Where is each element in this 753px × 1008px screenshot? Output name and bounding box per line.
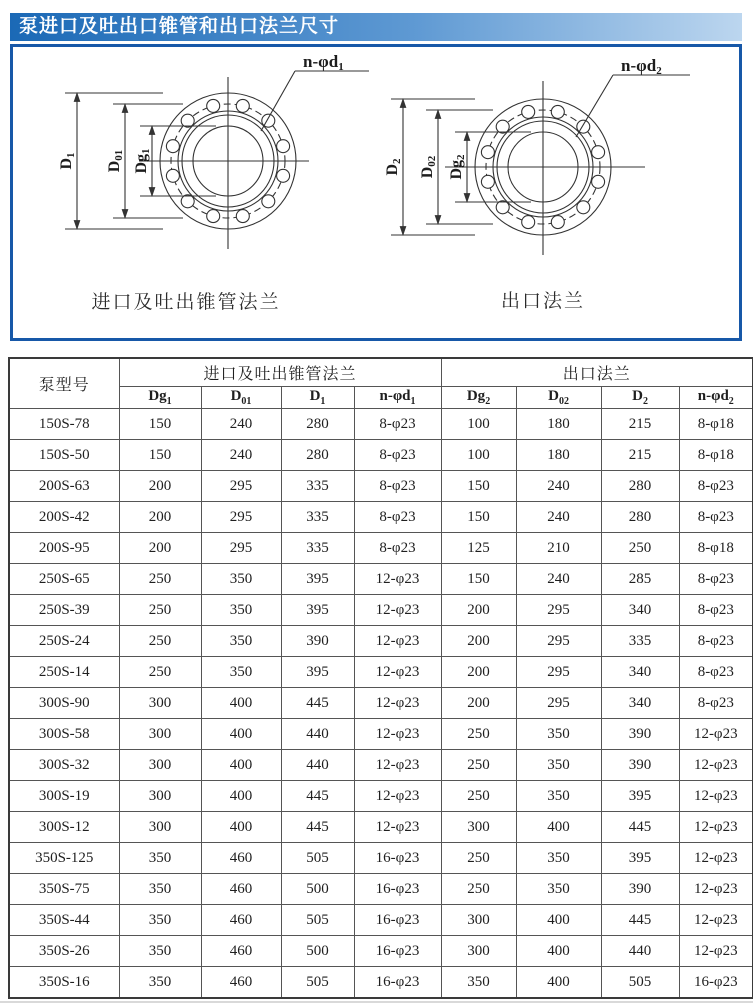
cell-dg1: 200 <box>119 502 201 533</box>
cell-pump-model: 300S-12 <box>9 812 119 843</box>
cell-nphid1: 12-φ23 <box>354 781 441 812</box>
cell-d01: 400 <box>201 812 281 843</box>
cell-d2: 390 <box>601 874 679 905</box>
bolt-hole <box>207 99 220 112</box>
cell-dg2: 100 <box>441 409 516 440</box>
cell-d2: 215 <box>601 409 679 440</box>
cell-dg2: 200 <box>441 626 516 657</box>
cell-dg2: 200 <box>441 657 516 688</box>
table-row <box>9 564 753 595</box>
cell-nphid1: 12-φ23 <box>354 812 441 843</box>
cell-d1: 280 <box>281 409 354 440</box>
cell-nphid2: 8-φ23 <box>679 564 753 595</box>
outlet-d02-label: D02 <box>419 155 438 179</box>
outlet-flange-caption: 出口法兰 <box>500 291 585 312</box>
cell-dg2: 150 <box>441 502 516 533</box>
cell-dg1: 200 <box>119 471 201 502</box>
cell-nphid1: 12-φ23 <box>354 688 441 719</box>
bolt-hole <box>551 216 564 229</box>
outlet-d2-label: D2 <box>384 158 403 176</box>
table-row <box>9 812 753 843</box>
cell-d2: 390 <box>601 719 679 750</box>
cell-nphid1: 12-φ23 <box>354 564 441 595</box>
cell-d01: 460 <box>201 905 281 936</box>
cell-d01: 350 <box>201 564 281 595</box>
cell-d1: 440 <box>281 719 354 750</box>
cell-nphid2: 12-φ23 <box>679 781 753 812</box>
cell-d1: 440 <box>281 750 354 781</box>
bolt-hole <box>496 201 509 214</box>
cell-nphid2: 12-φ23 <box>679 843 753 874</box>
cell-nphid2: 12-φ23 <box>679 936 753 967</box>
bolt-hole <box>522 105 535 118</box>
cell-d01: 400 <box>201 719 281 750</box>
table-row <box>9 626 753 657</box>
cell-d02: 400 <box>516 812 601 843</box>
cell-dg1: 200 <box>119 533 201 564</box>
cell-nphid2: 8-φ23 <box>679 626 753 657</box>
cell-d02: 210 <box>516 533 601 564</box>
cell-d2: 505 <box>601 967 679 999</box>
diagram-panel <box>10 44 742 341</box>
col-header-d2: $D_2$ <box>601 387 679 409</box>
group-header-inlet: 进口及吐出锥管法兰 <box>119 358 441 387</box>
cell-d2: 395 <box>601 843 679 874</box>
cell-d1: 445 <box>281 781 354 812</box>
cell-d01: 295 <box>201 502 281 533</box>
cell-d01: 350 <box>201 657 281 688</box>
cell-dg1: 250 <box>119 564 201 595</box>
cell-dg1: 350 <box>119 905 201 936</box>
cell-pump-model: 200S-42 <box>9 502 119 533</box>
cell-d02: 350 <box>516 874 601 905</box>
cell-pump-model: 350S-125 <box>9 843 119 874</box>
bolt-hole <box>262 195 275 208</box>
outlet-bolt-label: n-φd2 <box>621 56 662 77</box>
cell-d2: 445 <box>601 905 679 936</box>
table-row <box>9 657 753 688</box>
cell-nphid2: 8-φ18 <box>679 409 753 440</box>
inlet-d01-label: D01 <box>106 149 125 173</box>
cell-pump-model: 150S-78 <box>9 409 119 440</box>
cell-d2: 250 <box>601 533 679 564</box>
cell-nphid1: 12-φ23 <box>354 626 441 657</box>
bottom-divider <box>0 1001 753 1003</box>
cell-d02: 400 <box>516 936 601 967</box>
cell-dg1: 300 <box>119 719 201 750</box>
table-row <box>9 502 753 533</box>
cell-nphid1: 8-φ23 <box>354 471 441 502</box>
cell-nphid2: 12-φ23 <box>679 812 753 843</box>
cell-dg1: 150 <box>119 409 201 440</box>
cell-pump-model: 300S-19 <box>9 781 119 812</box>
cell-d2: 445 <box>601 812 679 843</box>
cell-d1: 505 <box>281 905 354 936</box>
bolt-hole <box>592 146 605 159</box>
bolt-hole <box>236 99 249 112</box>
cell-d2: 395 <box>601 781 679 812</box>
inlet-flange-caption: 进口及吐出锥管法兰 <box>91 292 281 313</box>
table-row <box>9 750 753 781</box>
cell-dg1: 250 <box>119 595 201 626</box>
cell-d1: 505 <box>281 843 354 874</box>
inlet-d1-label: D1 <box>58 152 77 170</box>
cell-dg1: 250 <box>119 657 201 688</box>
cell-nphid2: 8-φ23 <box>679 502 753 533</box>
cell-d01: 350 <box>201 595 281 626</box>
cell-nphid1: 16-φ23 <box>354 874 441 905</box>
cell-d1: 335 <box>281 533 354 564</box>
bolt-hole <box>496 120 509 133</box>
cell-d02: 350 <box>516 781 601 812</box>
cell-nphid1: 16-φ23 <box>354 905 441 936</box>
cell-nphid2: 16-φ23 <box>679 967 753 999</box>
bolt-hole <box>277 169 290 182</box>
cell-pump-model: 250S-24 <box>9 626 119 657</box>
cell-d01: 240 <box>201 409 281 440</box>
cell-dg1: 250 <box>119 626 201 657</box>
cell-nphid1: 8-φ23 <box>354 502 441 533</box>
inlet-bolt-callout <box>261 52 369 131</box>
cell-nphid1: 12-φ23 <box>354 657 441 688</box>
table-body <box>9 409 753 999</box>
cell-d1: 445 <box>281 812 354 843</box>
bolt-hole <box>181 114 194 127</box>
table-header <box>9 358 753 409</box>
cell-pump-model: 350S-44 <box>9 905 119 936</box>
cell-d2: 280 <box>601 502 679 533</box>
table-row <box>9 843 753 874</box>
cell-nphid1: 8-φ23 <box>354 409 441 440</box>
cell-nphid2: 12-φ23 <box>679 905 753 936</box>
cell-d02: 400 <box>516 905 601 936</box>
cell-d02: 295 <box>516 657 601 688</box>
bolt-hole <box>577 120 590 133</box>
cell-d2: 335 <box>601 626 679 657</box>
cell-d02: 180 <box>516 409 601 440</box>
table-row <box>9 874 753 905</box>
cell-nphid2: 8-φ23 <box>679 471 753 502</box>
outlet-flange-drawing <box>384 56 690 255</box>
cell-dg1: 350 <box>119 967 201 999</box>
cell-pump-model: 350S-75 <box>9 874 119 905</box>
bolt-hole <box>481 146 494 159</box>
cell-d01: 400 <box>201 781 281 812</box>
cell-dg2: 150 <box>441 564 516 595</box>
bolt-hole <box>166 169 179 182</box>
bolt-hole <box>181 195 194 208</box>
cell-d01: 400 <box>201 750 281 781</box>
cell-d2: 280 <box>601 471 679 502</box>
bolt-hole <box>277 140 290 153</box>
cell-nphid2: 12-φ23 <box>679 874 753 905</box>
cell-d1: 505 <box>281 967 354 999</box>
cell-nphid2: 8-φ23 <box>679 688 753 719</box>
cell-d2: 440 <box>601 936 679 967</box>
bolt-hole <box>481 175 494 188</box>
cell-dg2: 150 <box>441 471 516 502</box>
cell-d01: 350 <box>201 626 281 657</box>
cell-d02: 295 <box>516 626 601 657</box>
table-row <box>9 719 753 750</box>
cell-nphid2: 12-φ23 <box>679 750 753 781</box>
cell-pump-model: 250S-65 <box>9 564 119 595</box>
cell-dg2: 200 <box>441 688 516 719</box>
cell-d02: 240 <box>516 564 601 595</box>
cell-pump-model: 250S-14 <box>9 657 119 688</box>
cell-dg2: 250 <box>441 719 516 750</box>
cell-nphid1: 16-φ23 <box>354 967 441 999</box>
bolt-hole <box>522 216 535 229</box>
cell-nphid1: 8-φ23 <box>354 440 441 471</box>
cell-dg1: 300 <box>119 812 201 843</box>
bolt-hole <box>551 105 564 118</box>
cell-d01: 460 <box>201 843 281 874</box>
col-header-nphid1: $n-\varphi d_1$ <box>354 387 441 409</box>
cell-dg1: 150 <box>119 440 201 471</box>
bolt-hole <box>236 210 249 223</box>
col-header-dg2: $Dg_2$ <box>441 387 516 409</box>
table-row <box>9 533 753 564</box>
page-title: 泵进口及吐出口锥管和出口法兰尺寸 <box>10 13 742 41</box>
cell-d02: 350 <box>516 843 601 874</box>
cell-dg2: 300 <box>441 905 516 936</box>
cell-d2: 340 <box>601 688 679 719</box>
bolt-hole <box>577 201 590 214</box>
cell-d01: 460 <box>201 874 281 905</box>
inlet-flange-drawing <box>58 52 369 249</box>
cell-d1: 395 <box>281 657 354 688</box>
cell-nphid2: 8-φ18 <box>679 533 753 564</box>
cell-d2: 340 <box>601 595 679 626</box>
table-row <box>9 905 753 936</box>
cell-d1: 445 <box>281 688 354 719</box>
col-header-d1: $D_1$ <box>281 387 354 409</box>
cell-dg2: 250 <box>441 781 516 812</box>
cell-dg2: 125 <box>441 533 516 564</box>
table-row <box>9 688 753 719</box>
cell-dg2: 100 <box>441 440 516 471</box>
cell-dg1: 300 <box>119 750 201 781</box>
cell-nphid2: 8-φ18 <box>679 440 753 471</box>
cell-pump-model: 300S-32 <box>9 750 119 781</box>
cell-d02: 295 <box>516 595 601 626</box>
cell-d1: 335 <box>281 502 354 533</box>
table-row <box>9 471 753 502</box>
cell-d2: 340 <box>601 657 679 688</box>
cell-dg1: 300 <box>119 688 201 719</box>
cell-d1: 500 <box>281 874 354 905</box>
cell-dg2: 300 <box>441 812 516 843</box>
cell-d02: 240 <box>516 502 601 533</box>
cell-pump-model: 200S-63 <box>9 471 119 502</box>
dimension-table <box>8 357 753 999</box>
cell-dg1: 350 <box>119 843 201 874</box>
bolt-hole <box>207 210 220 223</box>
cell-d2: 215 <box>601 440 679 471</box>
cell-d2: 390 <box>601 750 679 781</box>
cell-nphid1: 12-φ23 <box>354 719 441 750</box>
cell-d01: 240 <box>201 440 281 471</box>
cell-d02: 240 <box>516 471 601 502</box>
cell-pump-model: 350S-16 <box>9 967 119 999</box>
inlet-bolt-label: n-φd1 <box>303 52 344 73</box>
cell-dg1: 350 <box>119 874 201 905</box>
cell-d1: 500 <box>281 936 354 967</box>
cell-dg2: 250 <box>441 843 516 874</box>
cell-d02: 400 <box>516 967 601 999</box>
cell-pump-model: 300S-90 <box>9 688 119 719</box>
cell-d01: 295 <box>201 471 281 502</box>
cell-nphid1: 16-φ23 <box>354 936 441 967</box>
cell-nphid2: 12-φ23 <box>679 719 753 750</box>
cell-nphid2: 8-φ23 <box>679 657 753 688</box>
cell-dg2: 300 <box>441 936 516 967</box>
table-row <box>9 967 753 999</box>
cell-dg2: 250 <box>441 750 516 781</box>
group-header-outlet: 出口法兰 <box>441 358 753 387</box>
cell-d1: 390 <box>281 626 354 657</box>
cell-pump-model: 350S-26 <box>9 936 119 967</box>
cell-d01: 460 <box>201 967 281 999</box>
cell-d1: 335 <box>281 471 354 502</box>
table-row <box>9 781 753 812</box>
cell-d02: 350 <box>516 719 601 750</box>
col-header-dg1: $Dg_1$ <box>119 387 201 409</box>
cell-d02: 180 <box>516 440 601 471</box>
inlet-dg1-label: Dg1 <box>133 148 152 174</box>
col-header-model: 泵型号 <box>9 358 119 409</box>
table-row <box>9 936 753 967</box>
cell-pump-model: 250S-39 <box>9 595 119 626</box>
outlet-bolt-callout <box>576 56 690 137</box>
cell-d1: 280 <box>281 440 354 471</box>
col-header-d01: $D_{01}$ <box>201 387 281 409</box>
outlet-dg2-label: Dg2 <box>448 154 467 180</box>
col-header-nphid2: $n-\varphi d_2$ <box>679 387 753 409</box>
table-row <box>9 595 753 626</box>
cell-pump-model: 150S-50 <box>9 440 119 471</box>
cell-d01: 295 <box>201 533 281 564</box>
cell-nphid1: 8-φ23 <box>354 533 441 564</box>
cell-pump-model: 200S-95 <box>9 533 119 564</box>
cell-dg2: 250 <box>441 874 516 905</box>
cell-nphid1: 12-φ23 <box>354 595 441 626</box>
table-row <box>9 440 753 471</box>
table-row <box>9 409 753 440</box>
bolt-hole <box>592 175 605 188</box>
cell-d01: 400 <box>201 688 281 719</box>
col-header-d02: $D_{02}$ <box>516 387 601 409</box>
cell-d02: 295 <box>516 688 601 719</box>
cell-d02: 350 <box>516 750 601 781</box>
cell-dg2: 350 <box>441 967 516 999</box>
cell-dg2: 200 <box>441 595 516 626</box>
cell-d1: 395 <box>281 564 354 595</box>
bolt-hole <box>166 140 179 153</box>
cell-d01: 460 <box>201 936 281 967</box>
cell-dg1: 300 <box>119 781 201 812</box>
cell-dg1: 350 <box>119 936 201 967</box>
cell-nphid1: 12-φ23 <box>354 750 441 781</box>
cell-d2: 285 <box>601 564 679 595</box>
cell-nphid2: 8-φ23 <box>679 595 753 626</box>
cell-nphid1: 16-φ23 <box>354 843 441 874</box>
cell-d1: 395 <box>281 595 354 626</box>
cell-pump-model: 300S-58 <box>9 719 119 750</box>
